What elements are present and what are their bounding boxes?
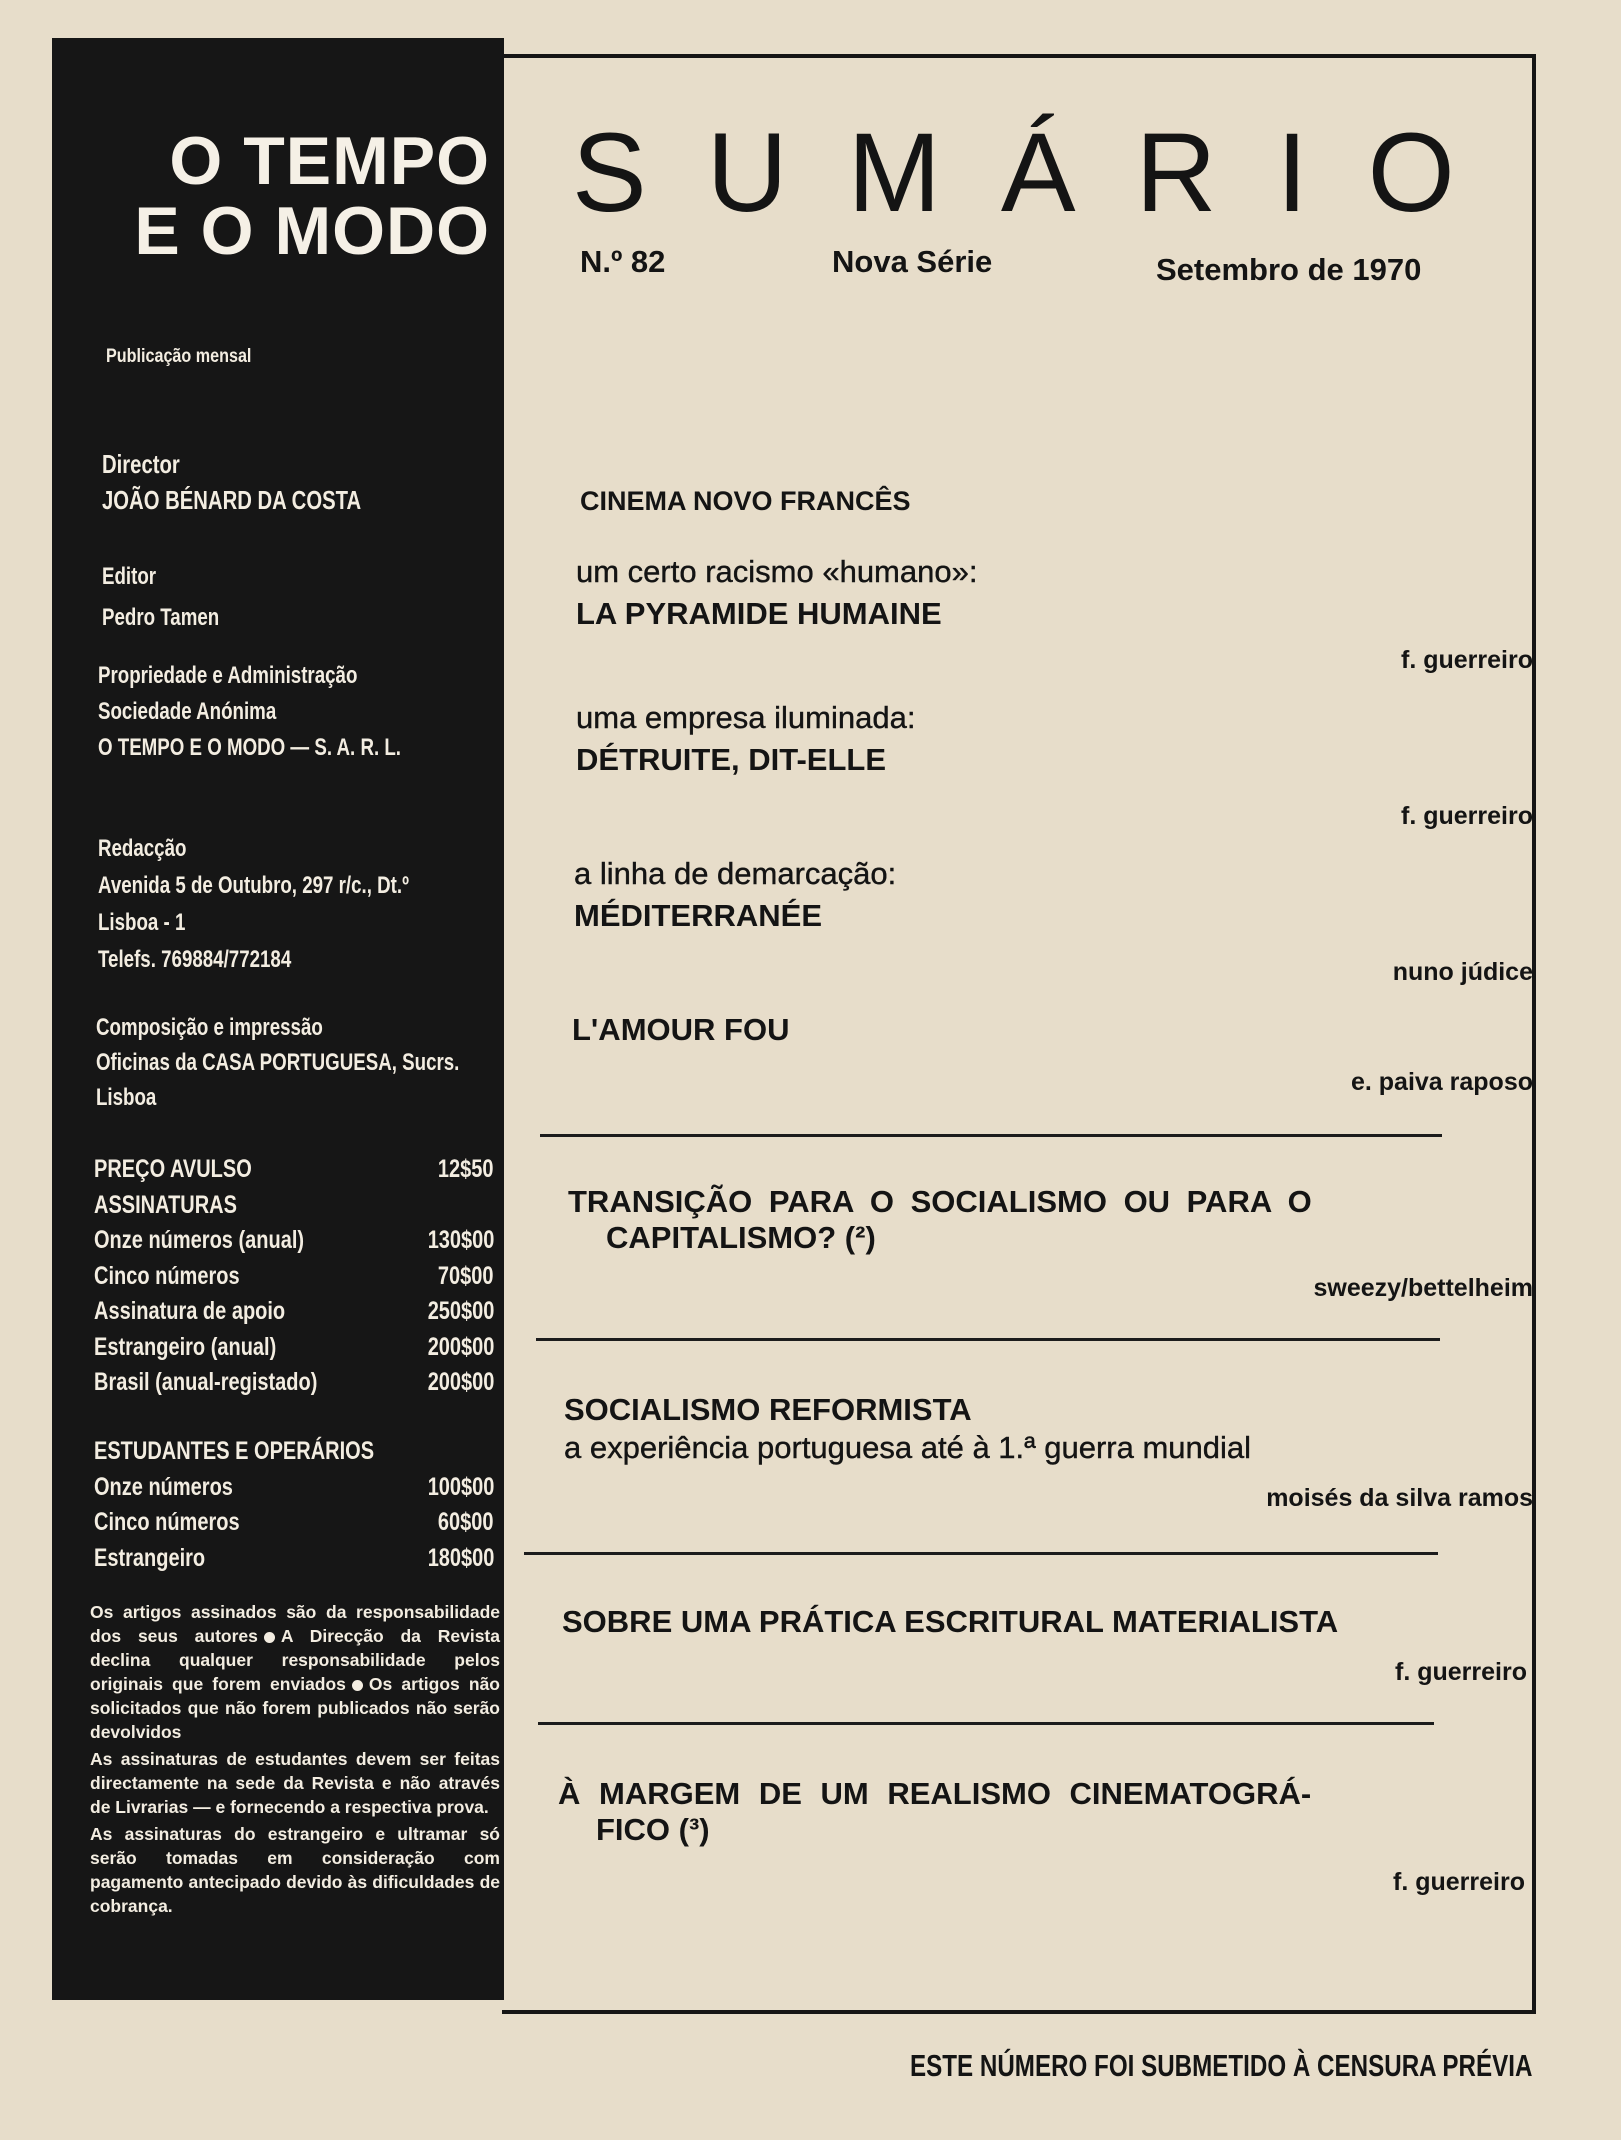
price-value: 200$00 (427, 1368, 494, 1396)
director-name: JOÃO BÉNARD DA COSTA (102, 485, 362, 515)
price-value: 130$00 (427, 1226, 494, 1254)
note-responsibility (90, 1600, 500, 1744)
redaccao-label: Redacção (98, 835, 187, 862)
entry-subtitle: um certo racismo «humano»: (576, 554, 978, 589)
price-row (94, 1330, 494, 1366)
price-row (94, 1223, 494, 1259)
note-text: Os artigos não solicitados que não forem publicados não serão devolvidos (90, 1674, 500, 1742)
issue-number: N.º 82 (580, 244, 666, 279)
entry-title-line-2: CAPITALISMO? (²) (606, 1220, 876, 1255)
students-heading: ESTUDANTES E OPERÁRIOS (94, 1437, 375, 1465)
logo-line-1: O TEMPO (169, 123, 490, 199)
entry-title: DÉTRUITE, DIT-ELLE (576, 742, 886, 777)
entry-author: f. guerreiro (1395, 1658, 1527, 1686)
price-value: 60$00 (438, 1508, 494, 1536)
redaccao-address: Avenida 5 de Outubro, 297 r/c., Dt.º (98, 872, 409, 899)
section-heading: CINEMA NOVO FRANCÊS (580, 486, 911, 516)
price-value: 180$00 (427, 1543, 494, 1572)
student-prices (94, 1434, 494, 1576)
publication-frequency: Publicação mensal (106, 346, 252, 367)
price-row (94, 1505, 494, 1541)
entry-author: nuno júdice (1392, 958, 1533, 986)
price-label: Cinco números (94, 1508, 240, 1536)
printing-line-2: Lisboa (96, 1084, 157, 1111)
note-abroad: As assinaturas do estrangeiro e ultramar só serão tomadas em consideração com pagamento antecipado devido às dificuldades de cobrança. (90, 1824, 500, 1916)
director-block (102, 446, 361, 518)
entry-subtitle: a experiência portuguesa até à 1.ª guerra mundial (564, 1430, 1252, 1465)
toc-entry (576, 700, 1456, 778)
toc-entry (564, 1392, 1444, 1466)
price-value: 250$00 (427, 1297, 494, 1325)
price-row (94, 1259, 494, 1295)
entry-author: f. guerreiro (1393, 1868, 1525, 1896)
entry-author: moisés da silva ramos (1266, 1484, 1533, 1512)
redaccao-phones: Telefs. 769884/772184 (98, 946, 292, 973)
entry-title-line-1: TRANSIÇÃO PARA O SOCIALISMO OU PARA O (568, 1184, 1312, 1219)
price-label: Brasil (anual-registado) (94, 1368, 318, 1396)
censorship-notice: ESTE NÚMERO FOI SUBMETIDO À CENSURA PRÉVIA (910, 2048, 1533, 2083)
entry-author: e. paiva raposo (1350, 1068, 1533, 1096)
price-value: 12$50 (438, 1155, 494, 1183)
magazine-logo (110, 123, 490, 269)
price-label: Assinatura de apoio (94, 1297, 286, 1325)
toc-entry (558, 1776, 1438, 1848)
price-value: 70$00 (438, 1261, 494, 1290)
note-text: A Direcção da Revista declina qualquer responsabilidade pelos originais que forem enviados (90, 1626, 500, 1694)
editor-label: Editor (102, 563, 157, 590)
printing-block (96, 1010, 459, 1115)
printing-label: Composição e impressão (96, 1014, 323, 1041)
subscriptions-heading: ASSINATURAS (94, 1190, 237, 1219)
section-divider (524, 1552, 1438, 1555)
entry-author: sweezy/bettelheim (1313, 1274, 1533, 1302)
ownership-block (98, 658, 401, 766)
price-label: Estrangeiro (94, 1543, 206, 1572)
price-value: 100$00 (427, 1472, 494, 1501)
bullet-icon (264, 1632, 275, 1643)
director-label: Director (102, 449, 180, 479)
price-value: 200$00 (427, 1332, 494, 1361)
entry-title: SOBRE UMA PRÁTICA ESCRITURAL MATERIALISTA (562, 1604, 1339, 1639)
note-students: As assinaturas de estudantes devem ser feitas directamente na sede da Revista e não através de Livrarias — e fornecendo a respectiva prova. (90, 1749, 500, 1817)
logo-line-2: E O MODO (134, 193, 490, 269)
ownership-line-1: Sociedade Anónima (98, 698, 277, 725)
toc-entry (568, 1184, 1448, 1256)
subscription-prices (94, 1152, 494, 1401)
price-label: Onze números (anual) (94, 1226, 305, 1254)
bullet-icon (352, 1680, 363, 1691)
entry-title: SOCIALISMO REFORMISTA (564, 1392, 972, 1427)
price-label: Cinco números (94, 1261, 240, 1290)
price-row (94, 1470, 494, 1506)
price-label: Onze números (94, 1472, 233, 1501)
students-heading-row (94, 1434, 494, 1470)
note-text: Os artigos assinados são da responsabilidade dos seus autores (90, 1602, 500, 1646)
ownership-line-2: O TEMPO E O MODO — S. A. R. L. (98, 734, 402, 761)
entry-subtitle: a linha de demarcação: (574, 856, 897, 891)
redaccao-block (98, 830, 409, 978)
page-title: SUMÁRIO (572, 110, 1515, 235)
price-row (94, 1365, 494, 1401)
redaccao-city: Lisboa - 1 (98, 909, 186, 936)
entry-title: LA PYRAMIDE HUMAINE (576, 596, 942, 631)
entry-title: L'AMOUR FOU (572, 1012, 790, 1047)
entry-author: f. guerreiro (1401, 646, 1533, 674)
entry-subtitle: uma empresa iluminada: (576, 700, 916, 735)
editorial-notes (90, 1600, 500, 1921)
masthead-sidebar (52, 38, 504, 2000)
printing-line-1: Oficinas da CASA PORTUGUESA, Sucrs. (96, 1049, 460, 1076)
price-row (94, 1294, 494, 1330)
entry-title-line-2: FICO (³) (596, 1812, 710, 1847)
subscriptions-heading-row (94, 1188, 494, 1224)
issue-date: Setembro de 1970 (1156, 252, 1422, 287)
toc-entry (574, 856, 1454, 934)
price-label: Estrangeiro (anual) (94, 1332, 277, 1361)
editor-name: Pedro Tamen (102, 604, 220, 631)
price-row-single (94, 1152, 494, 1188)
ownership-label: Propriedade e Administração (98, 662, 358, 689)
entry-author: f. guerreiro (1401, 802, 1533, 830)
price-row (94, 1541, 494, 1577)
toc-entry (576, 554, 1456, 632)
issue-series: Nova Série (832, 244, 993, 279)
section-divider (540, 1134, 1442, 1137)
price-label: PREÇO AVULSO (94, 1155, 252, 1183)
entry-title-line-1: À MARGEM DE UM REALISMO CINEMATOGRÁ- (558, 1776, 1312, 1811)
section-divider (538, 1722, 1434, 1725)
editor-block (102, 556, 219, 638)
entry-title: MÉDITERRANÉE (574, 898, 823, 933)
section-divider (536, 1338, 1440, 1341)
